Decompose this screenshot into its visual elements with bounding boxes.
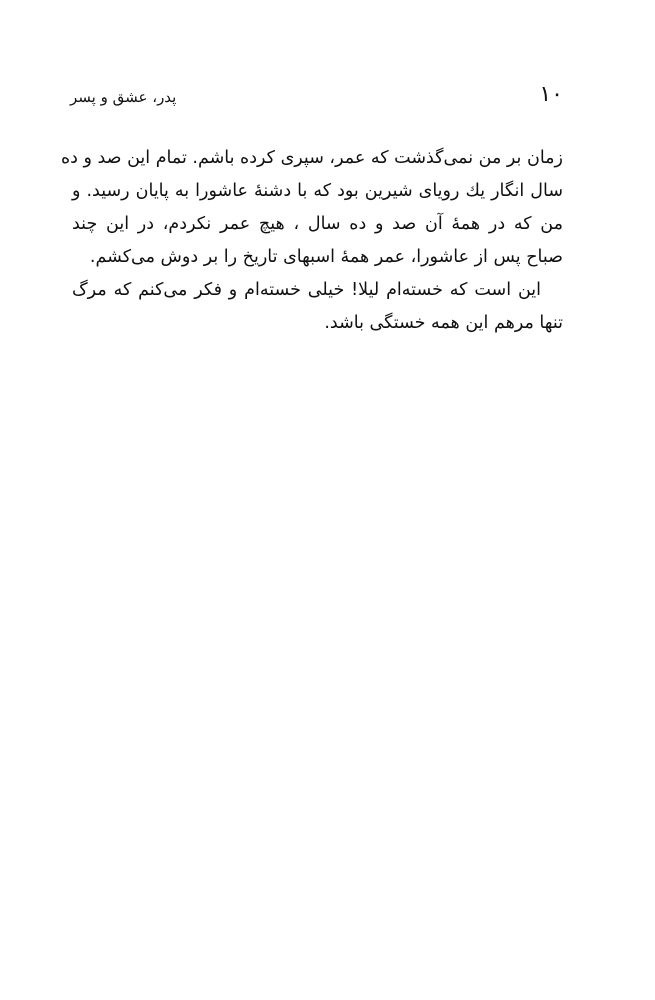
paragraph [60,142,563,274]
text-line: سال انگار یك رویای شیرین بود که با دشنهٔ عاشورا به پایان رسید. و [72,181,563,201]
page-number: ١٠ [539,82,563,107]
running-title: پدر، عشق و پسر [70,88,177,106]
text-line: صباح پس از عاشورا، عمر همهٔ اسبهای تاریخ را بر دوش می‌کشم. [89,247,563,267]
body-text [60,142,563,340]
page-header [70,82,563,112]
text-line: من که در همهٔ آن صد و ده سال ، هیچ عمر نکردم، در این چند [72,214,563,234]
text-line: تنها مرهم این همه خستگی باشد. [324,313,563,333]
paragraph [72,274,563,340]
text-line: این است که خسته‌ام لیلا! خیلی خسته‌ام و فکر می‌کنم که مرگ [72,280,541,300]
text-line: زمان بر من نمی‌گذشت که عمر، سپری کرده باشم. تمام این صد و ده [60,148,563,168]
